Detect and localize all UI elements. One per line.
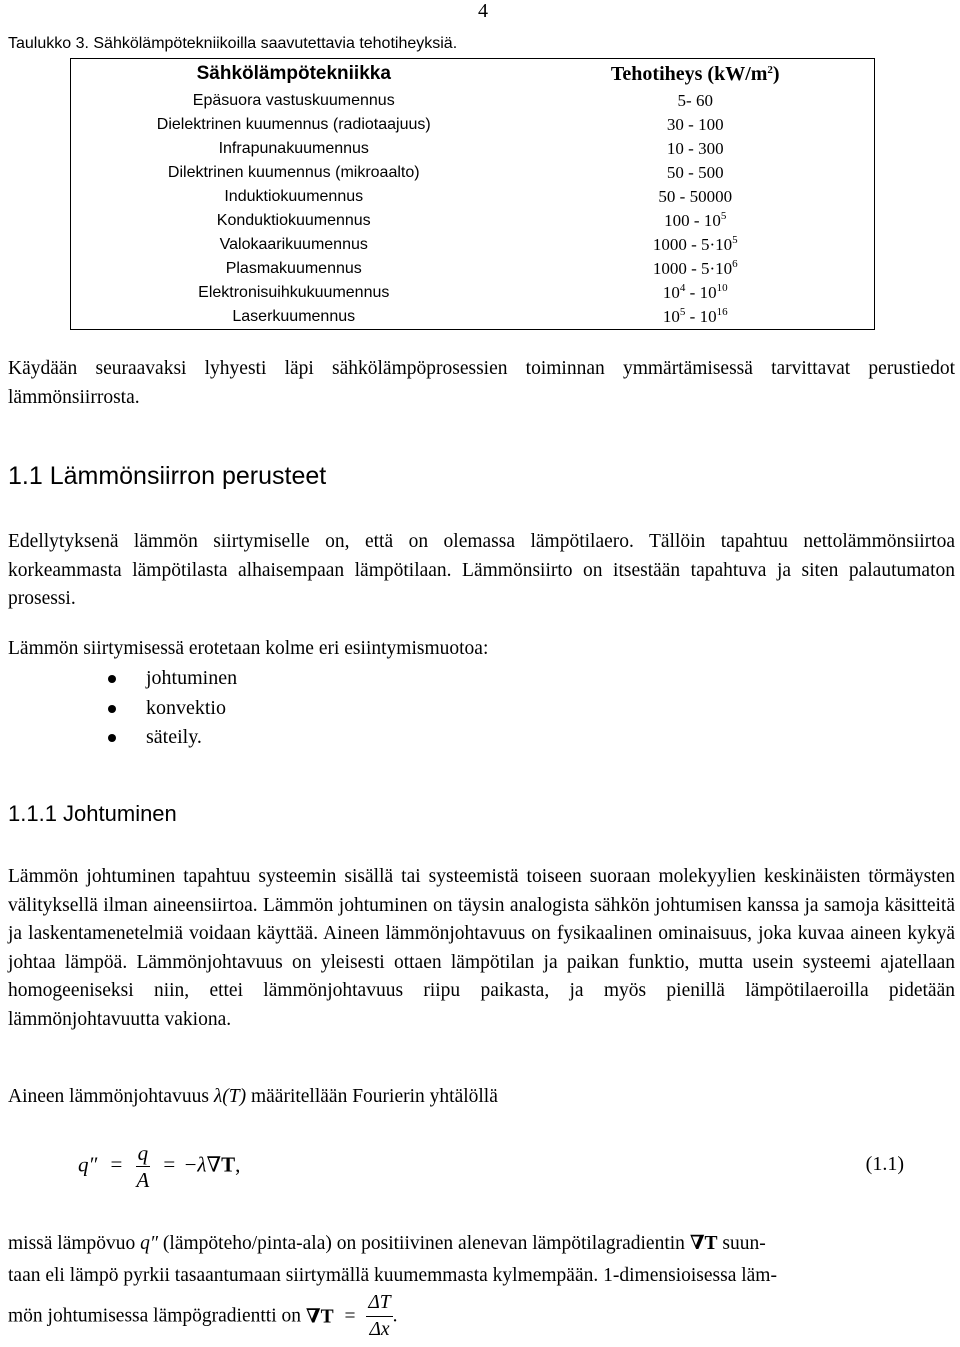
section-heading-1-1-1: 1.1.1 Johtuminen bbox=[8, 801, 177, 826]
conduction-paragraph: Lämmön johtuminen tapahtuu systeemin sisällä tai systeemistä toiseen suoraan molekyylien keskinäisten törmäysten välityksellä ilman aineensiirtoa. Lämmön johtuminen on täysin analogista sähkön johtumisen kanssa ja samoja käsitteitä ja laskentamenetelmiä voidaan käyttää. Aineen lämmönjohtavuus on fysikaalinen ominaisuus, joka kuvaa aineen kykyä johtaa lämpöä. Lämmönjohtavuus on yleisesti ottaen lämpötilan ja paikan funktio, mutta usein systeemi ajatellaan homogeeniseksi niin, ettei lämmönjohtavuus riipu paikasta, ja myös pienillä lämpötilaeroilla pidetään lämmönjohtavuutta vakiona. bbox=[8, 866, 955, 1030]
table-row bbox=[71, 281, 875, 305]
power-density-cell: $1000 - 5\cdot 10^6$ bbox=[652, 258, 738, 278]
bullet-icon bbox=[108, 675, 116, 683]
page-number: 4 bbox=[478, 0, 488, 22]
header-technique: Sähkölämpötekniikka bbox=[196, 63, 391, 84]
technique-cell: Dilektrinen kuumennus (mikroaalto) bbox=[167, 164, 420, 181]
intro-paragraph: Käydään seuraavaksi lyhyesti läpi sähkölämpöprosessien toiminnan ymmärtämisessä tarvittavat perustiedot lämmönsiirrosta. bbox=[8, 358, 955, 408]
power-density-cell: 50 - 500 bbox=[666, 163, 724, 182]
table-row bbox=[71, 185, 875, 209]
power-density-cell: 5- 60 bbox=[677, 91, 713, 110]
list-item: säteily. bbox=[108, 723, 237, 753]
power-density-table bbox=[70, 58, 875, 330]
table-row bbox=[71, 233, 875, 257]
header-power-density: Tehotiheys $(kW/m^2)$ bbox=[610, 63, 780, 85]
technique-cell: Epäsuora vastuskuumennus bbox=[192, 92, 395, 109]
section-heading-1-1: 1.1 Lämmönsiirron perusteet bbox=[8, 462, 327, 490]
technique-cell: Konduktiokuumennus bbox=[216, 212, 371, 229]
fourier-equation: q″ = $\frac{q}{A}$ = −λ∇T, bbox=[78, 1141, 241, 1192]
technique-cell: Dielektrinen kuumennus (radiotaajuus) bbox=[156, 116, 431, 133]
table-row bbox=[71, 257, 875, 281]
technique-cell: Infrapunakuumennus bbox=[218, 140, 369, 157]
list-item: johtuminen bbox=[108, 664, 237, 694]
power-density-cell: 10 - 300 bbox=[666, 139, 724, 158]
power-density-cell: 30 - 100 bbox=[666, 115, 724, 134]
forms-list-intro: Lämmön siirtymisessä erotetaan kolme eri esiintymismuotoa: bbox=[8, 638, 489, 659]
table-row bbox=[71, 113, 875, 137]
table-row bbox=[71, 209, 875, 233]
technique-cell: Plasmakuumennus bbox=[225, 260, 362, 277]
after-equation-line-2: taan eli lämpö pyrkii tasaantumaan siirtymällä kuumemmasta kylmempään. 1-dimensioisessa läm- bbox=[8, 1265, 777, 1286]
technique-cell: Laserkuumennus bbox=[232, 308, 356, 325]
table-row bbox=[71, 305, 875, 330]
power-density-cell: $100 - 10^5$ bbox=[664, 210, 727, 230]
table-header-row bbox=[71, 59, 875, 90]
table-caption: Taulukko 3. Sähkölämpötekniikoilla saavutettavia tehotiheyksiä. bbox=[8, 35, 458, 52]
section-1-1-paragraph: Edellytyksenä lämmön siirtymiselle on, että on olemassa lämpötilaero. Tällöin tapahtuu nettolämmönsiirtoa korkeammasta lämpötilasta alhaisempaan lämpötilaan. Lämmönsiirto on itsestään tapahtuva ja siten palautumaton prosessi. bbox=[8, 531, 955, 609]
technique-cell: Elektronisuihkukuumennus bbox=[198, 284, 390, 301]
after-equation-line-1: missä lämpövuo q″ (lämpöteho/pinta-ala) on positiivinen alenevan lämpötilagradientin ∇T suun- bbox=[8, 1233, 766, 1254]
flux-fraction: $\frac{q}{A}$ bbox=[136, 1141, 150, 1192]
technique-cell: Valokaarikuumennus bbox=[219, 236, 368, 253]
bullet-icon bbox=[108, 705, 116, 713]
power-density-cell: 50 - 50000 bbox=[658, 187, 733, 206]
table-row bbox=[71, 161, 875, 185]
heat-transfer-forms-list bbox=[108, 664, 237, 753]
bullet-icon bbox=[108, 734, 116, 742]
power-density-cell: $10^4 - 10^{10}$ bbox=[662, 282, 728, 302]
power-density-cell: $1000 - 5\cdot 10^5$ bbox=[652, 234, 738, 254]
list-item: konvektio bbox=[108, 694, 237, 724]
gradient-fraction: $\frac{\Delta T}{\Delta x}$ bbox=[368, 1292, 391, 1340]
fourier-intro: Aineen lämmönjohtavuus λ(T) määritellään Fourierin yhtälöllä bbox=[8, 1086, 498, 1107]
table-row bbox=[71, 137, 875, 161]
technique-cell: Induktiokuumennus bbox=[224, 188, 364, 205]
equation-number: (1.1) bbox=[865, 1153, 904, 1175]
gradient-line: mön johtumisessa lämpögradientti on ∇T = $\frac{\Delta T}{\Delta x}$ . bbox=[8, 1290, 398, 1343]
power-density-cell: $10^5 - 10^{16}$ bbox=[662, 306, 728, 326]
table-row bbox=[71, 89, 875, 113]
